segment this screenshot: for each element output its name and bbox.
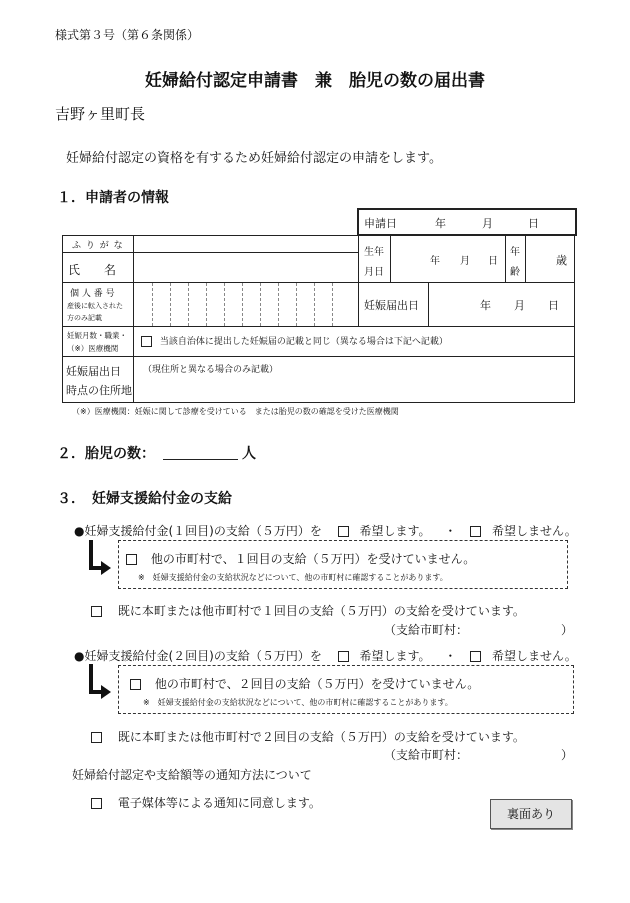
name-label: 氏 名	[68, 263, 117, 277]
notification-heading: 妊婦給付認定や支給額等の通知方法について	[72, 768, 312, 782]
pregnancy-info-option[interactable]	[141, 334, 448, 347]
notification-consent-option[interactable]	[91, 794, 321, 811]
intro-text: 妊婦給付認定の資格を有するため妊婦給付認定の申請をします。	[66, 151, 442, 166]
form-id: 様式第３号（第６条関係）	[55, 28, 200, 42]
application-date-label: 申請日	[364, 217, 397, 230]
second-other-muni-option[interactable]	[130, 675, 479, 692]
report-day-unit: 日	[548, 299, 559, 312]
first-separator: ・	[444, 524, 457, 538]
fetus-count-unit: 人	[242, 446, 256, 462]
notification-consent-text: 電子媒体等による通知に同意します。	[117, 796, 321, 810]
first-muni-input[interactable]	[460, 619, 555, 635]
birth-month-unit: 月	[460, 256, 470, 267]
second-not-want-label: 希望しません。	[492, 649, 577, 663]
birth-day-unit: 日	[488, 256, 498, 267]
second-received-text: 既に本町または他市町村で２回目の支給（５万円）の支給を受けています。	[117, 730, 525, 744]
first-payment-text: ●妊婦支援給付金(１回目)の支給（５万円）を	[74, 524, 322, 538]
first-not-want-checkbox[interactable]	[470, 526, 481, 537]
second-muni-label: （支給市町村：	[384, 748, 469, 762]
second-other-muni-checkbox[interactable]	[130, 679, 141, 690]
furigana-input[interactable]	[135, 236, 357, 251]
second-not-want-checkbox[interactable]	[470, 651, 481, 662]
section1-heading: １．申請者の情報	[57, 190, 169, 206]
second-note: ※ 妊婦支援給付金の支給状況などについて、他の市町村に確認することがあります。	[143, 698, 453, 707]
fetus-count-input[interactable]	[163, 459, 238, 460]
first-received-option[interactable]	[91, 602, 525, 619]
date-day-unit: 日	[528, 217, 539, 230]
return-arrow-icon	[86, 540, 114, 580]
name-input[interactable]	[135, 254, 357, 281]
age-label-bottom: 齢	[510, 267, 520, 278]
address-input[interactable]	[135, 374, 572, 400]
second-muni-close: ）	[561, 748, 574, 762]
first-other-muni-option[interactable]	[126, 550, 475, 567]
age-label-top: 年	[510, 247, 520, 258]
address-label-2: 時点の住所地	[66, 384, 132, 397]
first-not-want-label: 希望しません。	[492, 524, 577, 538]
mynumber-note-2: 方のみ記載	[67, 314, 102, 322]
first-muni-label: （支給市町村：	[384, 623, 469, 637]
back-side-button[interactable]: 裏面あり	[490, 799, 572, 829]
second-received-option[interactable]	[91, 728, 525, 745]
second-want-label: 希望します。	[359, 649, 431, 663]
pregnancy-report-date-label: 妊娠届出日	[364, 299, 419, 312]
birth-label-top: 生年	[364, 247, 384, 258]
first-other-muni-checkbox[interactable]	[126, 554, 137, 565]
mynumber-note-1: 産後に転入された	[67, 302, 123, 310]
first-payment-row	[74, 522, 577, 539]
first-muni-close: ）	[561, 623, 574, 637]
report-year-unit: 年	[480, 299, 491, 312]
same-as-report-checkbox[interactable]	[141, 336, 152, 347]
address-label-1: 妊娠届出日	[66, 365, 121, 378]
page-title: 妊婦給付認定申請書 兼 胎児の数の届出書	[145, 71, 485, 91]
first-received-checkbox[interactable]	[91, 606, 102, 617]
footnote: （※）医療機関：妊娠に関して診療を受けている または胎児の数の確認を受けた医療機関	[72, 407, 399, 416]
date-year-unit: 年	[435, 217, 446, 230]
second-separator: ・	[444, 649, 457, 663]
return-arrow-icon	[86, 664, 114, 704]
first-received-text: 既に本町または他市町村で１回目の支給（５万円）の支給を受けています。	[117, 604, 525, 618]
notification-consent-checkbox[interactable]	[91, 798, 102, 809]
date-month-unit: 月	[482, 217, 493, 230]
second-want-checkbox[interactable]	[338, 651, 349, 662]
first-want-label: 希望します。	[359, 524, 431, 538]
furigana-label: ふ り が な	[72, 241, 124, 251]
first-want-checkbox[interactable]	[338, 526, 349, 537]
age-unit: 歳	[556, 254, 567, 267]
report-month-unit: 月	[514, 299, 525, 312]
second-received-checkbox[interactable]	[91, 732, 102, 743]
pregnancy-info-label-2: （※）医療機関	[67, 344, 119, 353]
section3-heading: ３． 妊婦支援給付金の支給	[57, 491, 232, 507]
birth-label-bottom: 月日	[364, 267, 384, 278]
second-payment-text: ●妊婦支援給付金(２回目)の支給（５万円）を	[74, 649, 322, 663]
second-payment-row	[74, 647, 577, 664]
pregnancy-info-label-1: 妊娠月数・職業・	[67, 331, 127, 340]
second-muni-input[interactable]	[460, 744, 555, 760]
section2-heading: ２．胎児の数：	[57, 446, 155, 462]
same-as-report-text: 当該自治体に提出した妊娠届の記載と同じ（異なる場合は下記へ記載）	[159, 337, 448, 347]
mynumber-label: 個 人 番 号	[70, 289, 115, 299]
birth-year-unit: 年	[430, 256, 440, 267]
address-note: （現住所と異なる場合のみ記載）	[143, 365, 279, 375]
first-other-muni-text: 他の市町村で、１回目の支給（５万円）を受けていません。	[150, 552, 476, 566]
first-note: ※ 妊婦支援給付金の支給状況などについて、他の市町村に確認することがあります。	[138, 573, 448, 582]
addressee: 吉野ヶ里町長	[55, 105, 146, 123]
second-other-muni-text: 他の市町村で、２回目の支給（５万円）を受けていません。	[154, 677, 480, 691]
